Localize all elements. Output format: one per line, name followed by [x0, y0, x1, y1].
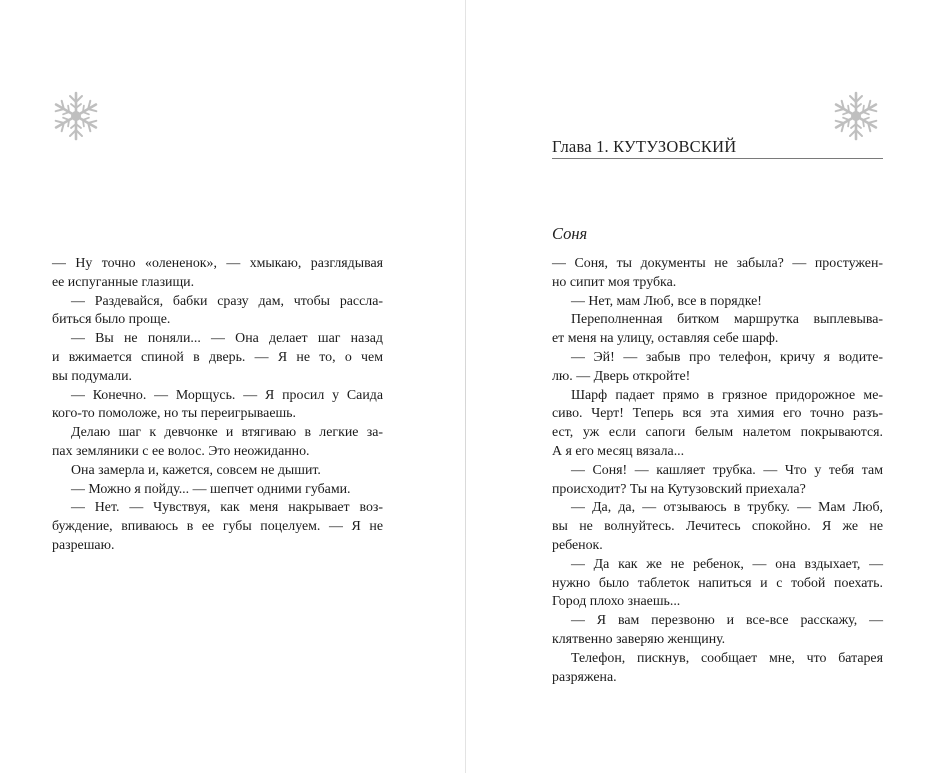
text-line: и вжимается спиной в дверь. — Я не то, о чем: [52, 349, 383, 365]
text-line: разряжена.: [552, 669, 617, 685]
text-line: ест, уж если сапоги белым налетом покрываются.: [552, 425, 883, 441]
text-line: ребенок.: [552, 537, 603, 553]
text-line: — Нет. — Чувствуя, как меня накрывает воз-: [71, 500, 383, 516]
text-line: — Я вам перезвоню и все-все расскажу, —: [571, 613, 883, 629]
text-line: — Ну точно «олененок», — хмыкаю, разглядывая: [52, 256, 383, 271]
text-line: — Соня! — кашляет трубка. — Что у тебя там: [571, 462, 883, 478]
text-line: А я его месяц вязала...: [552, 443, 685, 459]
text-line: клятвенно заверяю женщину.: [552, 631, 726, 647]
text-line: Телефон, пискнув, сообщает мне, что батарея: [571, 650, 883, 666]
snowflake-icon: [830, 90, 882, 142]
text-line: — Эй! — забыв про телефон, кричу я водите-: [571, 349, 883, 365]
text-line: — Да, да, — отзываюсь в трубку. — Мам Люб,: [571, 500, 883, 516]
text-line: сиво. Черт! Теперь вся эта химия его точно разъ-: [552, 406, 883, 422]
text-line: Шарф падает прямо в грязное придорожное ме-: [571, 387, 883, 403]
text-line: вы подумали.: [52, 368, 132, 384]
text-line: Город плохо знаешь...: [552, 594, 681, 610]
text-line: — Соня, ты документы не забыла? — простужен-: [552, 256, 883, 271]
text-line: биться было проще.: [52, 312, 171, 328]
left-page-text: [52, 255, 383, 556]
text-line: ет меня на улицу, оставляя себе шарф.: [552, 331, 779, 347]
text-line: — Да как же не ребенок, — она вздыхает, —: [571, 556, 883, 572]
text-line: вы не волнуйтесь. Лечитесь спокойно. Я же не: [552, 519, 883, 535]
text-line: Она замерла и, кажется, совсем не дышит.: [71, 462, 321, 478]
snowflake-icon: [50, 90, 102, 142]
text-line: разрешаю.: [52, 537, 115, 553]
text-line: — Раздевайся, бабки сразу дам, чтобы рассла-: [71, 293, 383, 309]
text-line: нужно было таблеток напиться и с тобой поехать.: [552, 575, 883, 591]
text-line: пах земляники с ее волос. Это неожиданно.: [52, 443, 310, 459]
chapter-title: Глава 1. КУТУЗОВСКИЙ: [552, 137, 737, 156]
text-line: — Вы не поняли... — Она делает шаг назад: [71, 331, 383, 347]
text-line: происходит? Ты на Кутузовский приехала?: [552, 481, 806, 497]
text-line: Переполненная битком маршрутка выплевыва-: [571, 312, 883, 328]
text-line: — Нет, мам Люб, все в порядке!: [571, 293, 762, 309]
text-line: ее испуганные глазищи.: [52, 274, 195, 290]
text-line: Делаю шаг к девчонке и втягиваю в легкие за-: [71, 425, 383, 441]
text-line: — Можно я пойду... — шепчет одними губами.: [71, 481, 351, 497]
text-line: — Конечно. — Морщусь. — Я просил у Саида: [71, 387, 383, 403]
text-line: буждение, впиваюсь в ее губы поцелуем. — Я не: [52, 519, 383, 535]
chapter-rule: [552, 158, 883, 159]
text-line: лю. — Дверь откройте!: [552, 368, 691, 384]
text-line: кого-то помоложе, но ты переигрываешь.: [52, 406, 296, 422]
right-page-text: [552, 255, 883, 687]
section-title: Соня: [552, 224, 588, 243]
text-line: но сипит моя трубка.: [552, 274, 677, 290]
